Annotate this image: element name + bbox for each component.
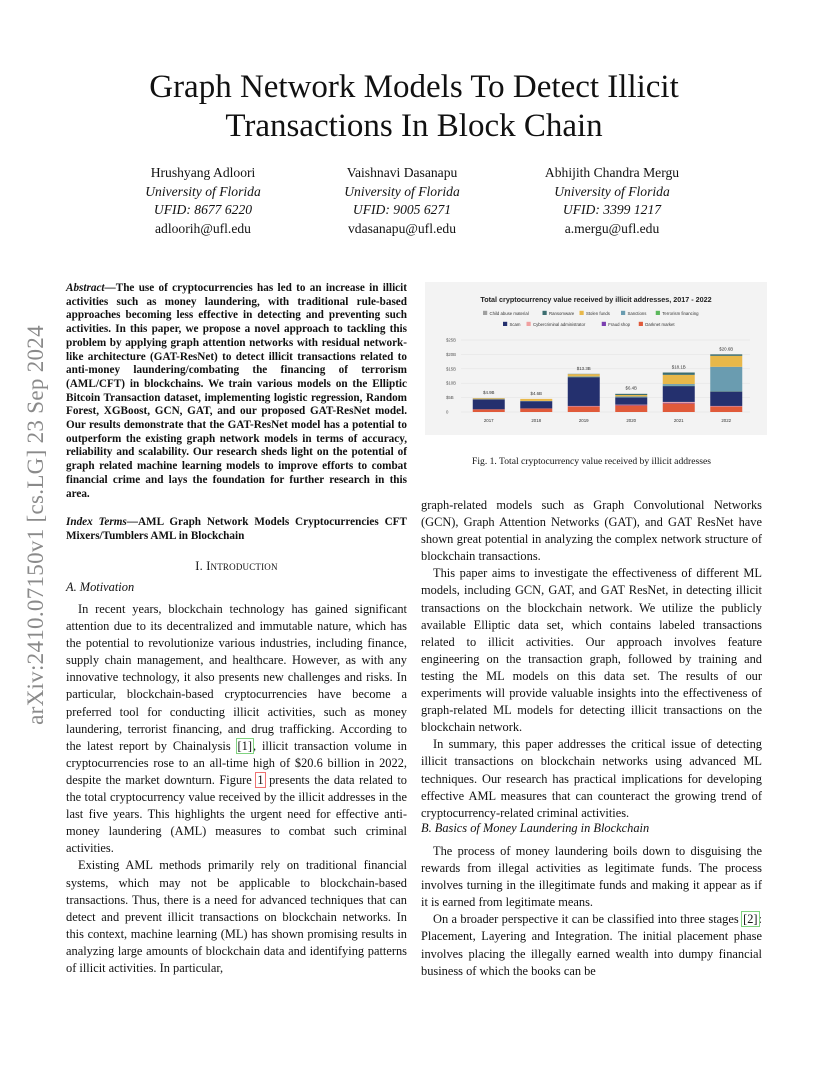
paragraph [66,601,407,857]
bar-segment [710,407,742,412]
x-tick-label: 2019 [578,418,589,423]
bar-segment [710,354,742,355]
author-email: a.mergu@ufl.edu [564,220,660,236]
bar-segment [568,377,600,406]
y-tick-label: $10B [446,380,457,386]
abstract-label: Abstract [66,282,105,294]
bar-segment [568,376,600,377]
abstract [66,282,407,501]
bar-segment [663,386,695,402]
legend-label: Terrorism financing [662,311,699,316]
bar-segment [663,403,695,404]
author-name: Vaishnavi Dasanapu [346,165,458,180]
bar-segment [568,374,600,376]
legend-swatch [656,311,660,315]
section-number: I. [195,559,207,573]
chart-title: Total cryptocurrency value received by illicit addresses, 2017 - 2022 [480,295,712,304]
legend-swatch [639,322,643,326]
bar-segment [663,402,695,403]
intro-body-right [421,497,762,822]
paragraph: In summary, this paper addresses the critical issue of detecting illicit transactions on blockchain networks using advanced ML techniques. Our research has practical implications for developing effective AML measures that can counteract the growing trend of cryptocurrency-related criminal activities. [421,737,762,820]
legend-swatch [580,311,584,315]
author-block-1 [88,164,318,238]
figure-1-chart [425,282,767,435]
y-tick-label: $15B [446,366,457,372]
bar-segment [615,405,647,412]
y-tick-label: 0 [446,409,449,415]
bar-segment [473,409,505,412]
legend-label: Fraud shop [608,322,630,327]
author-affiliation: University of Florida [554,183,670,199]
paragraph-text: In recent years, blockchain technology has gained significant attention due to its decentralized and immutable nature, which has the potential to revolutionize various industries, including finance, supply chain management, and healthcare. However, as with any innovative technology, it also presents new challenges and risks. In particular, blockchain-based cryptocurrencies have become a preferred tool for conducting illicit activities, such as money laundering, terrorist financing, and drug trafficking. According to the latest report by Chainalysis [66,602,407,753]
bar-segment [663,373,695,375]
bar-total-label: $18.1B [671,364,686,370]
bar-segment [663,384,695,386]
legend-swatch [543,311,547,315]
author-name: Abhijith Chandra Mergu [544,165,680,180]
x-tick-label: 2018 [531,418,542,423]
intro-body-left [66,601,407,977]
legend-label: Child abuse material [489,311,529,316]
x-tick-label: 2020 [626,418,637,423]
subsection-heading-money-laundering: B. Basics of Money Laundering in Blockchain [421,821,650,835]
bar-segment [615,395,647,396]
bar-segment [615,396,647,397]
legend-swatch [483,311,487,315]
author-name: Hrushyang Adloori [150,165,256,180]
bar-segment [568,407,600,412]
paragraph: Existing AML methods primarily rely on traditional financial systems, which may not be applicable to blockchain-based transactions. Thus, there is a need for advanced techniques that can detect and prevent illicit transactions on blockchain networks. In this context, machine learning (ML) has shown promising results in analyzing large amounts of blockchain data and identifying patterns of illicit activities. In particular, [66,858,407,975]
legend-label: Darknet market [645,322,675,327]
legend-label: Scam [509,322,521,327]
bar-segment [663,403,695,412]
arxiv-identifier [16,290,56,760]
author-affiliation: University of Florida [145,183,261,199]
arxiv-identifier-text: arXiv:2410.07150v1 [cs.LG] 23 Sep 2024 [23,325,49,725]
legend-label: Ransomware [549,311,575,316]
author-email: vdasanapu@ufl.edu [347,220,457,236]
figure-reference-link[interactable]: 1 [257,772,264,787]
bar-segment [710,356,742,367]
bar-segment [615,397,647,404]
paper-title [60,68,768,146]
x-tick-label: 2022 [721,418,732,423]
citation-link[interactable]: [1] [237,738,252,753]
paragraph: graph-related models such as Graph Convolutional Networks (GCN), Graph Attention Networks (GAT), and GAT ResNet have shown great potential in analyzing the complex network structure of blockchain transactions. [421,498,762,564]
legend-label: Stolen funds [586,311,610,316]
index-terms-label: Index Terms [66,516,127,528]
section-heading-introduction [66,559,407,574]
subsection-heading-motivation: A. Motivation [66,580,135,594]
section-title: Introduction [206,559,278,573]
author-email: adloorih@ufl.edu [155,220,251,236]
bar-total-label: $6.4B [625,385,637,391]
paragraph: This paper aims to investigate the effectiveness of different ML models, including GCN, GAT, and GAT ResNet, in detecting illicit transactions on the blockchain network. We utilize the publicly available Elliptic data set, which contains labeled transactions related to illicit activities. Our approach involves feature engineering on the transaction graph, followed by training and testing the ML models on this data set. The results of our experiments will provide valuable insights into the effectiveness of graph-related ML models for detecting illicit transactions on the blockchain network. [421,566,762,735]
legend-label: Sanctions [627,311,647,316]
x-tick-label: 2021 [673,418,684,423]
y-tick-label: $5B [446,395,454,401]
legend-swatch [602,322,606,326]
bar-segment [520,409,552,412]
bar-segment [520,401,552,408]
title-line-1: Graph Network Models To Detect Illicit [149,69,679,105]
bar-total-label: $13.3B [576,365,591,371]
author-ufid: UFID: 8677 6220 [153,202,253,217]
author-block-2 [287,164,517,238]
paragraph-text: , illicit transaction volume in cryptocurrencies rose to an all-time high of $20.6 billion in 2022, despite the market downturn. Figure [66,738,407,787]
bar-total-label: $4.6B [530,390,542,396]
author-affiliation: University of Florida [344,183,460,199]
title-line-2: Transactions In Block Chain [225,108,603,144]
index-terms-text: —AML Graph Network Models Cryptocurrencies CFT Mixers/Tumblers AML in Blockchain [66,516,407,542]
bar-segment [473,399,505,409]
figure-caption: Fig. 1. Total cryptocurrency value received by illicit addresses [472,456,711,467]
bar-total-label: $4.9B [483,390,495,396]
author-ufid: UFID: 9005 6271 [352,202,452,217]
legend-swatch [503,322,507,326]
paragraph-text: presents the data related to the total cryptocurrency value received by the illicit addresses in the last five years. This highlights the urgent need for effective anti-money laundering (AML) measures to combat such criminal activities. [66,772,407,856]
legend-swatch [527,322,531,326]
bar-segment [710,367,742,391]
stacked-bar-chart [425,282,767,435]
bar-segment [710,392,742,406]
abstract-text: —The use of cryptocurrencies has led to an increase in illicit activities such as money laundering, with traditional rule-based approaches becoming less effective in detecting and preventing such activities. In this paper, we propose a novel approach to tackling this problem by applying graph attention networks with residual network-like architecture (GAT-ResNet) to detect illicit transactions related to anti-money laundering/combating the financing of terrorism (AML/CFT) in blockchains. We train various models on the Elliptic Bitcoin Transaction dataset, implementing logistic regression, Random Forest, XGBoost, GCN, GAT, and our proposed GAT-ResNet model. Our results demonstrate that the GAT-ResNet model has a potential to outperform the existing graph network models in terms of accuracy, reliability and scalability. Our research sheds light on the potential of graph related machine learning models to improve efforts to combat financial crime and lays the foundation for further research in this area. [66,282,407,500]
author-ufid: UFID: 3399 1217 [562,202,662,217]
x-tick-label: 2017 [483,418,494,423]
citation-link[interactable]: [2] [743,912,758,927]
author-block-3 [497,164,727,238]
bar-segment [615,394,647,395]
paragraph-text: : Placement, Layering and Integration. The initial placement phase involves placing the illegally earned wealth into dumpy financial business of which the books can be [421,912,762,978]
bar-segment [473,398,505,399]
bar-segment [663,375,695,384]
bar-total-label: $20.6B [719,346,734,352]
index-terms [66,516,407,543]
money-laundering-body [421,843,762,980]
paragraph-text: On a broader perspective it can be classified into three stages [433,912,743,927]
legend-label: Cybercriminal administrator [533,322,586,327]
y-tick-label: $25B [446,337,457,343]
legend-swatch [621,311,625,315]
bar-segment [520,399,552,401]
y-tick-label: $20B [446,351,457,357]
paragraph [421,911,762,979]
paragraph: The process of money laundering boils down to disguising the rewards from illegal activities as legitimate funds. The process involves turning in the illegitimate funds and making it appear as if it is earned from legitimate means. [421,844,762,910]
